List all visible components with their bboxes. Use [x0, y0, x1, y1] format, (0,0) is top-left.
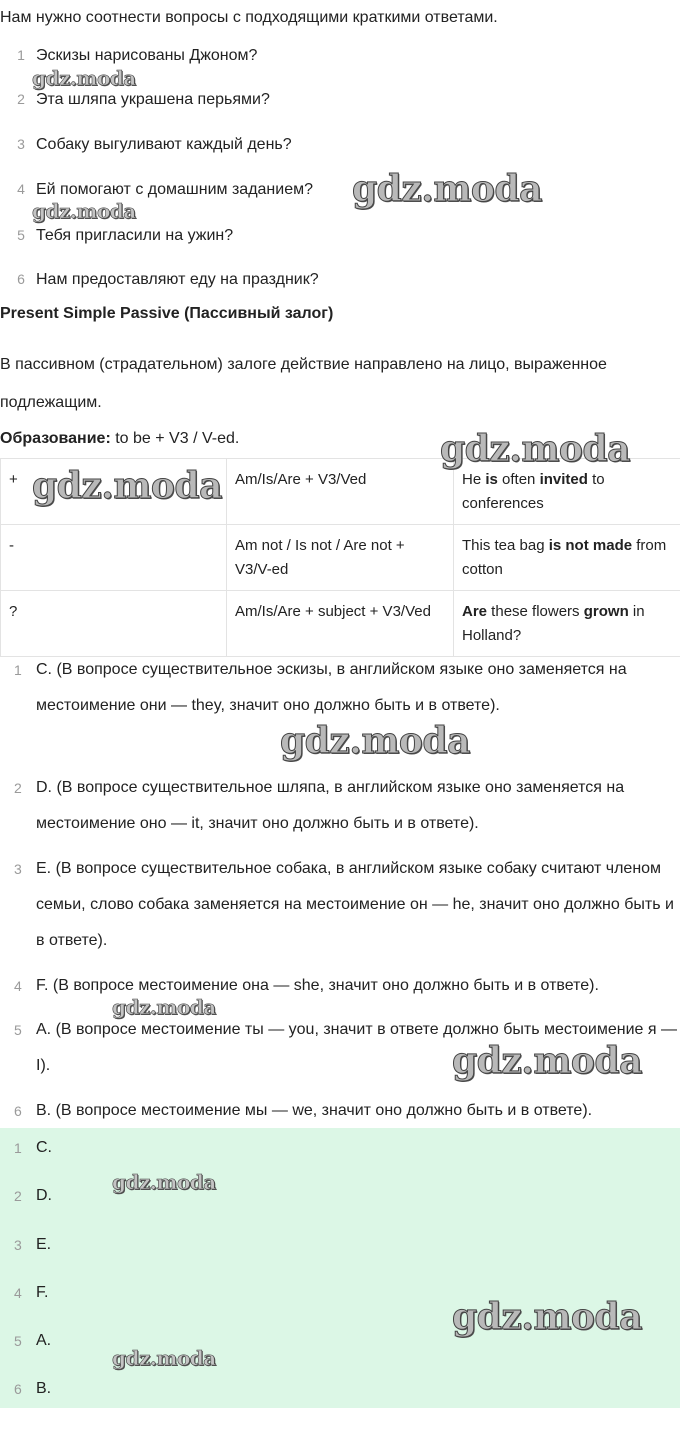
- example-fragment: from cotton: [462, 537, 667, 578]
- explanation-text: F. (В вопросе местоимение она — she, значит оно должно быть и в ответе).: [36, 977, 599, 994]
- question-number: 6: [17, 271, 25, 287]
- watermark-logo: gdz.moda: [112, 1170, 216, 1194]
- explanation-item: [0, 1093, 680, 1129]
- form-cell: Am not / Is not / Are not + V3/V-ed: [227, 525, 454, 591]
- question-item: [0, 133, 292, 155]
- answer-text: A.: [36, 1332, 52, 1349]
- answer-text: E.: [36, 1236, 52, 1253]
- watermark-logo: gdz.moda: [352, 168, 542, 210]
- section-heading: Present Simple Passive (Пассивный залог): [0, 305, 334, 322]
- example-fragment: to conferences: [462, 471, 605, 512]
- explanation-number: 4: [14, 978, 22, 994]
- answer-number: 2: [14, 1188, 22, 1204]
- answers-block: [0, 1128, 680, 1408]
- question-text: Нам предоставляют еду на праздник?: [36, 271, 319, 288]
- answer-text: F.: [36, 1284, 49, 1301]
- answer-text: C.: [36, 1139, 52, 1156]
- explanation-text: C. (В вопросе существительное эскизы, в английском языке оно заменяется на местоимение они — they, значит оно должно быть и в ответе).: [36, 661, 627, 714]
- question-number: 4: [17, 181, 25, 197]
- form-cell: Am/Is/Are + subject + V3/Ved: [227, 591, 454, 657]
- explanation-item: [0, 968, 680, 1004]
- explanation-number: 1: [14, 662, 22, 678]
- example-fragment: often: [497, 471, 540, 488]
- example-fragment: in Holland?: [462, 603, 645, 644]
- sign-cell: +: [1, 459, 227, 525]
- example-bold-fragment: is: [485, 471, 498, 488]
- question-text: Эта шляпа украшена перьями?: [36, 91, 270, 108]
- explanation-item: [0, 770, 680, 842]
- form-cell: Am/Is/Are + V3/Ved: [227, 459, 454, 525]
- explanation-text: E. (В вопросе существительное собака, в английском языке собаку считают членом семьи, слово собака заменяется на местоимение он — he, значит оно должно быть и в ответе).: [36, 860, 674, 949]
- watermark-logo: gdz.moda: [32, 66, 136, 90]
- answer-text: D.: [36, 1187, 52, 1204]
- example-cell: [454, 591, 680, 657]
- example-fragment: This tea bag: [462, 537, 549, 554]
- question-number: 3: [17, 136, 25, 152]
- question-item: [0, 44, 257, 66]
- answer-number: 6: [14, 1381, 22, 1397]
- example-bold-fragment: grown: [583, 603, 629, 620]
- sign-cell: ?: [1, 591, 227, 657]
- watermark-logo: gdz.moda: [452, 1296, 642, 1338]
- explanation-text: B. (В вопросе местоимение мы — we, значит оно должно быть и в ответе).: [36, 1102, 593, 1119]
- example-fragment: these flowers: [487, 603, 584, 620]
- question-number: 1: [17, 47, 25, 63]
- watermark-logo: gdz.moda: [112, 995, 216, 1019]
- example-bold-fragment: Are: [462, 603, 488, 620]
- explanation-item: [0, 851, 680, 959]
- watermark-logo: gdz.moda: [440, 428, 630, 470]
- table-row: [1, 525, 680, 591]
- question-item: [0, 268, 319, 290]
- question-text: Эскизы нарисованы Джоном?: [36, 47, 258, 64]
- sign-cell: -: [1, 525, 227, 591]
- answer-text: B.: [36, 1380, 52, 1397]
- explanation-number: 5: [14, 1022, 22, 1038]
- explanation-number: 3: [14, 861, 22, 877]
- question-number: 5: [17, 227, 25, 243]
- answer-number: 5: [14, 1333, 22, 1349]
- formation-value: to be + V3 / V-ed.: [110, 430, 240, 447]
- explanation-text: A. (В вопросе местоимение ты — you, значит в ответе должно быть местоимение я — I).: [36, 1021, 677, 1074]
- example-cell: [454, 525, 680, 591]
- example-fragment: He: [462, 471, 486, 488]
- example-bold-fragment: is not made: [548, 537, 633, 554]
- question-item: [0, 224, 233, 246]
- answer-number: 3: [14, 1237, 22, 1253]
- answer-number: 1: [14, 1140, 22, 1156]
- watermark-logo: gdz.moda: [112, 1346, 216, 1370]
- answer-number: 4: [14, 1285, 22, 1301]
- question-text: Собаку выгуливают каждый день?: [36, 136, 292, 153]
- passive-description: В пассивном (страдательном) залоге действие направлено на лицо, выраженное подлежащим.: [0, 356, 607, 411]
- example-bold-fragment: invited: [539, 471, 588, 488]
- watermark-logo: gdz.moda: [32, 199, 136, 223]
- watermark-logo: gdz.moda: [32, 465, 222, 507]
- intro-text: Нам нужно соотнести вопросы с подходящими краткими ответами.: [0, 9, 498, 26]
- table-row: [1, 591, 680, 657]
- explanation-number: 2: [14, 780, 22, 796]
- watermark-logo: gdz.moda: [452, 1040, 642, 1082]
- formation-line: [0, 428, 239, 450]
- question-item: [0, 178, 313, 200]
- formation-label: Образование:: [0, 430, 111, 447]
- explanation-text: D. (В вопросе существительное шляпа, в английском языке оно заменяется на местоимение оно — it, значит оно должно быть и в ответе).: [36, 779, 625, 832]
- question-number: 2: [17, 91, 25, 107]
- explanation-number: 6: [14, 1103, 22, 1119]
- question-text: Тебя пригласили на ужин?: [36, 227, 234, 244]
- watermark-logo: gdz.moda: [280, 720, 470, 762]
- question-text: Ей помогают с домашним заданием?: [36, 181, 313, 198]
- explanation-item: [0, 652, 680, 724]
- question-item: [0, 88, 270, 110]
